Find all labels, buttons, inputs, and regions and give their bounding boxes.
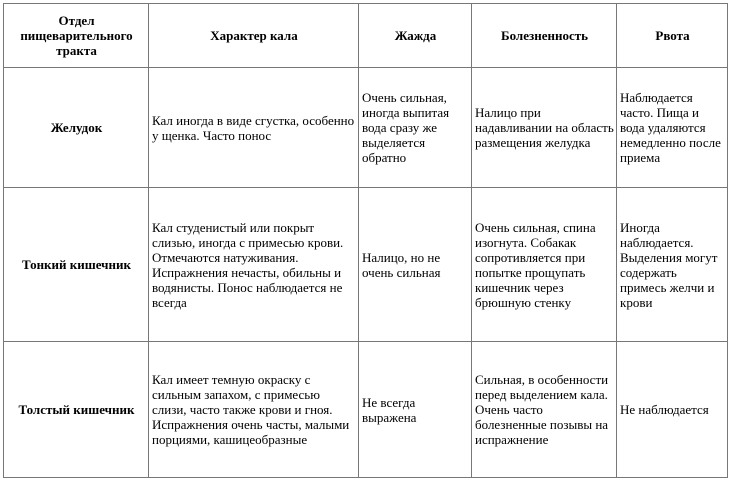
table-row-large-intestine: [4, 342, 728, 478]
row-section: Желудок: [4, 68, 149, 188]
header-stool: Характер кала: [149, 4, 359, 68]
header-section: Отдел пищеварительного тракта: [4, 4, 149, 68]
header-pain: Болезненность: [472, 4, 617, 68]
row-section: Тонкий кишечник: [4, 188, 149, 342]
row-section: Толстый кишечник: [4, 342, 149, 478]
row-pain: Сильная, в особенности перед выделением кала. Очень часто болезненные позывы на испражнение: [472, 342, 617, 478]
header-row: [4, 4, 728, 68]
header-vomit: Рвота: [617, 4, 728, 68]
row-pain: Налицо при надавливании на область размещения желудка: [472, 68, 617, 188]
symptoms-table: [3, 3, 728, 478]
table-row-small-intestine: [4, 188, 728, 342]
row-thirst: Не всегда выражена: [359, 342, 472, 478]
row-thirst: Очень сильная, иногда выпитая вода сразу же выделяется обратно: [359, 68, 472, 188]
row-stool: Кал студенистый или покрыт слизью, иногда с примесью крови. Отмечаются натуживания. Испражнения нечасты, обильны и водянисты. Понос наблюдается не всегда: [149, 188, 359, 342]
row-stool: Кал имеет темную окраску с сильным запахом, с примесью слизи, часто также крови и гноя. Испражнения очень часты, малыми порциями, кашицеобразные: [149, 342, 359, 478]
table-row-stomach: [4, 68, 728, 188]
row-vomit: Иногда наблюдается. Выделения могут содержать примесь желчи и крови: [617, 188, 728, 342]
row-stool: Кал иногда в виде сгустка, особенно у щенка. Часто понос: [149, 68, 359, 188]
row-vomit: Наблюдается часто. Пища и вода удаляются немедленно после приема: [617, 68, 728, 188]
header-thirst: Жажда: [359, 4, 472, 68]
row-vomit: Не наблюдается: [617, 342, 728, 478]
row-pain: Очень сильная, спина изогнута. Собакак сопротивляется при попытке прощупать кишечник через брюшную стенку: [472, 188, 617, 342]
row-thirst: Налицо, но не очень сильная: [359, 188, 472, 342]
